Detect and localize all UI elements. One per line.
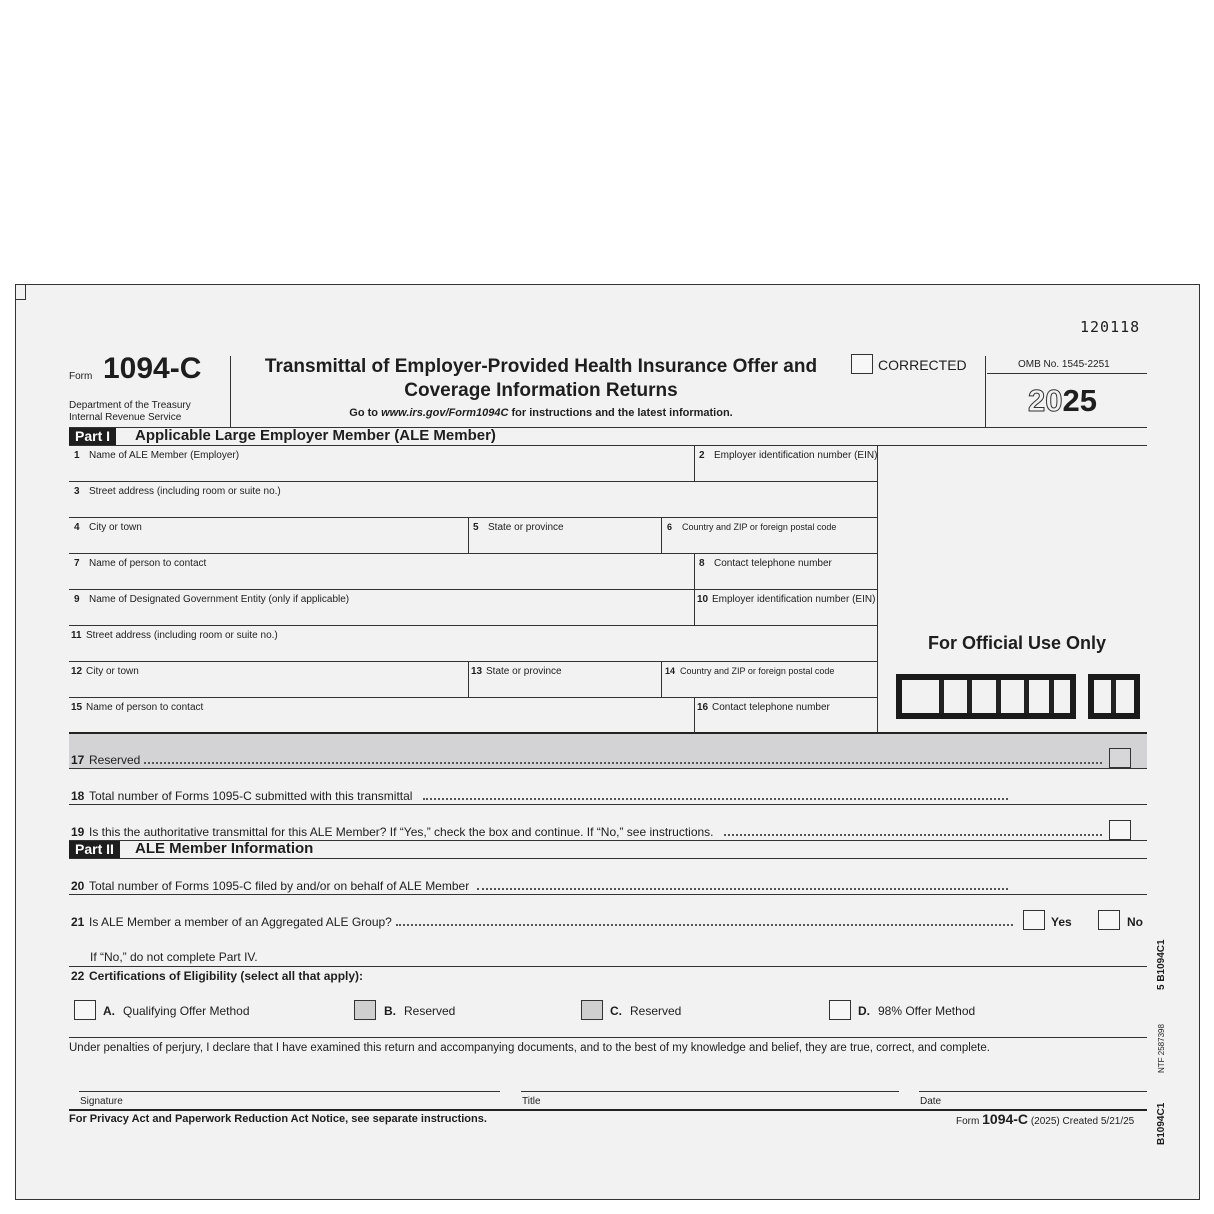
field-7-label[interactable]: 7 Name of person to contact [74,558,207,569]
signature-label: Signature [80,1096,123,1107]
field-11-label[interactable]: 11 Street address (including room or suite no.) [71,630,278,641]
line-22-label: 22 Certifications of Eligibility (select all that apply): [71,969,364,983]
field-16-label[interactable]: 16 Contact telephone number [697,702,830,713]
form-title-line-1: Transmittal of Employer-Provided Health Insurance Offer and [264,356,818,377]
cert-d-checkbox[interactable] [829,1000,851,1020]
field-8-label[interactable]: 8 Contact telephone number [699,558,832,569]
privacy-notice: For Privacy Act and Paperwork Reduction Act Notice, see separate instructions. [69,1113,487,1125]
field-9-label[interactable]: 9 Name of Designated Government Entity (only if applicable) [74,594,350,605]
field-10-label[interactable]: 10 Employer identification number (EIN) [697,594,876,605]
dept-line-1: Department of the Treasury [69,400,191,411]
instructions-link[interactable]: Go to www.irs.gov/Form1094C for instructions and the latest information. [349,407,733,419]
cert-c-label: C. Reserved [610,1004,682,1018]
line-20-label: 20 Total number of Forms 1095-C filed by and/or on behalf of ALE Member [71,879,470,893]
cert-d-label: D. 98% Offer Method [858,1004,976,1018]
tax-year: 2025 [1028,383,1097,418]
corrected-checkbox[interactable] [851,354,873,374]
part-ii-tag: Part II [69,841,120,858]
field-2-label[interactable]: 2 Employer identification number (EIN) [699,450,878,461]
part-ii-title: ALE Member Information [135,840,314,857]
cert-a-checkbox[interactable] [74,1000,96,1020]
cert-b-checkbox[interactable] [354,1000,376,1020]
side-code-1: 5 B1094C1 [1156,939,1167,990]
signature-line[interactable] [79,1091,500,1092]
field-13-label[interactable]: 13 State or province [471,666,562,677]
line-19-label: 19 Is this the authoritative transmittal for this ALE Member? If “Yes,” check the box and continue. If “No,” see instructions. [71,825,714,839]
title-line[interactable] [521,1091,899,1092]
footer-form-id: Form 1094-C (2025) Created 5/21/25 [956,1111,1135,1127]
line-21-yes-checkbox[interactable] [1023,910,1045,930]
line-17-label: 17 Reserved [71,753,141,767]
registration-mark [15,284,26,300]
date-line[interactable] [919,1091,1147,1092]
line-19-checkbox[interactable] [1109,820,1131,840]
side-code-2: NTF 2587398 [1157,1024,1166,1073]
cert-c-checkbox[interactable] [581,1000,603,1020]
field-5-label[interactable]: 5 State or province [473,522,564,533]
field-15-label[interactable]: 15 Name of person to contact [71,702,204,713]
official-use-heading: For Official Use Only [927,633,1107,653]
form-number: 1094-C [103,352,202,385]
line-18-entry[interactable] [69,804,1147,805]
field-12-label[interactable]: 12 City or town [71,666,139,677]
line-21-no-checkbox[interactable] [1098,910,1120,930]
field-14-label[interactable]: 14 Country and ZIP or foreign postal code [665,666,835,676]
line-18-label: 18 Total number of Forms 1095-C submitted with this transmittal [71,789,413,803]
form-label: Form [69,371,93,382]
control-number: 120118 [1080,318,1141,336]
field-6-label[interactable]: 6 Country and ZIP or foreign postal code [667,522,837,532]
field-1-label[interactable]: 1 Name of ALE Member (Employer) [74,450,240,461]
line-21-label: 21 Is ALE Member a member of an Aggregated ALE Group? [71,915,392,929]
field-4-label[interactable]: 4 City or town [74,522,142,533]
side-code-3: B1094C1 [1156,1102,1167,1145]
title-label: Title [522,1096,541,1107]
line-21-yes-label: Yes [1051,915,1072,929]
field-3-label[interactable]: 3 Street address (including room or suite no.) [74,486,281,497]
dept-line-2: Internal Revenue Service [69,412,182,423]
part-i-title: Applicable Large Employer Member (ALE Member) [135,427,496,444]
line-20-entry[interactable] [69,894,1147,895]
line-21-note: If “No,” do not complete Part IV. [90,950,258,964]
corrected-label: CORRECTED [878,357,967,373]
cert-a-label: A. Qualifying Offer Method [103,1004,250,1018]
omb-number: OMB No. 1545-2251 [1018,359,1110,370]
part-i-tag: Part I [69,428,116,445]
line-21-no-label: No [1127,915,1143,929]
cert-b-label: B. Reserved [384,1004,456,1018]
line-17-checkbox[interactable] [1109,748,1131,768]
form-title-line-2: Coverage Information Returns [404,380,678,401]
perjury-statement: Under penalties of perjury, I declare that I have examined this return and accompanying documents, and to the best of my knowledge and belief, they are true, correct, and complete. [69,1042,990,1054]
date-label: Date [920,1096,942,1107]
